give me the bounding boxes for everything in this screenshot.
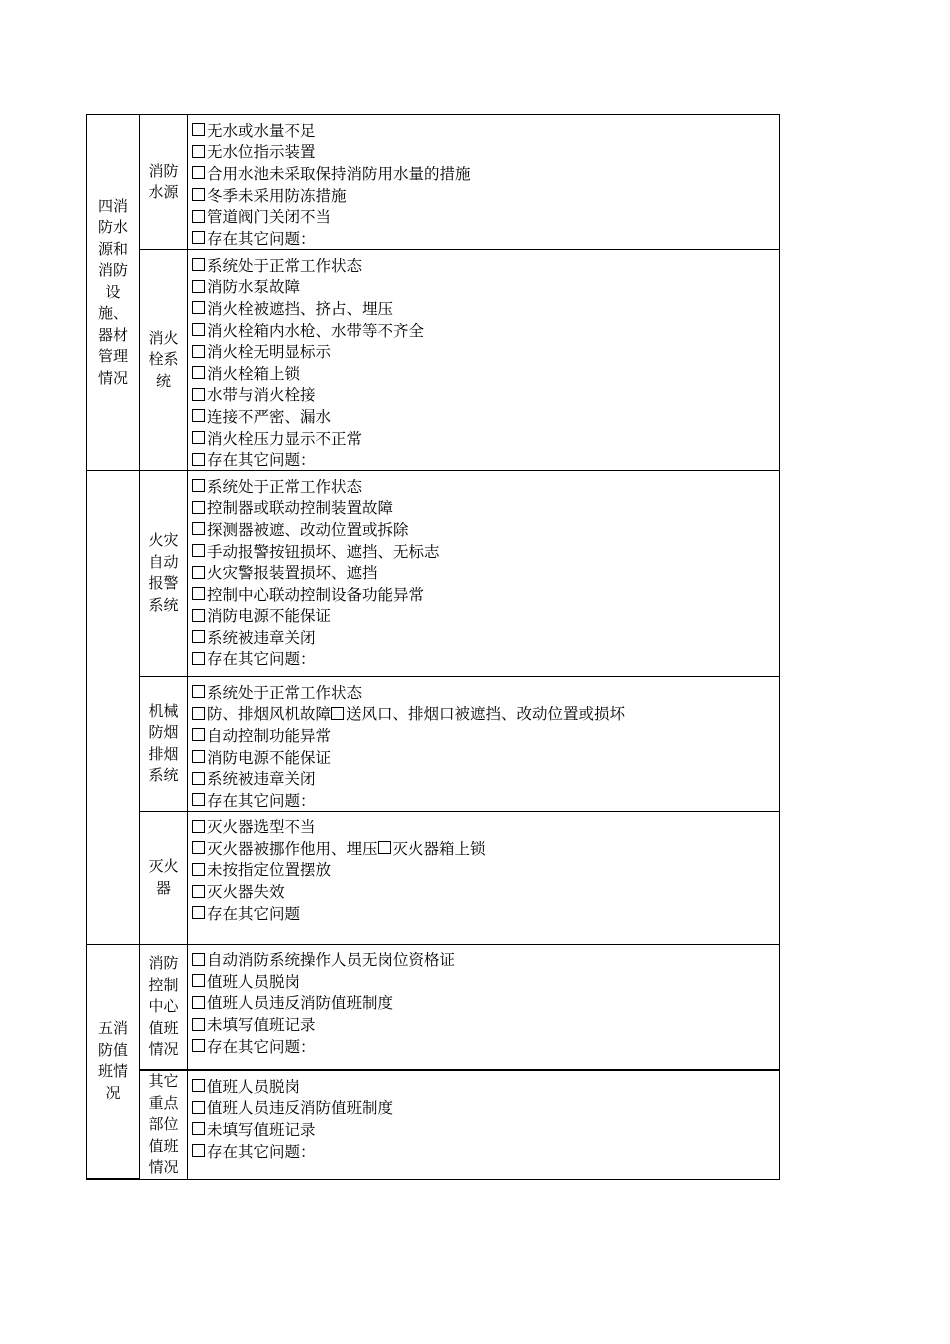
checkbox-icon[interactable] <box>192 1018 205 1031</box>
checkbox-icon[interactable] <box>192 707 205 720</box>
table-row <box>87 115 780 250</box>
checkbox-icon[interactable] <box>192 501 205 514</box>
section-title: 五消防值班情况 <box>87 944 140 1179</box>
checklist-option[interactable] <box>192 681 362 703</box>
checklist-cell <box>188 944 780 1070</box>
checklist-item <box>192 340 779 362</box>
checkbox-icon[interactable] <box>192 544 205 557</box>
checklist-label: 冬季未采用防冻措施 <box>207 186 347 205</box>
checklist-item <box>192 162 779 184</box>
checklist-option[interactable] <box>192 880 285 902</box>
checklist-label: 消火栓箱上锁 <box>207 364 301 383</box>
checklist-cell <box>188 115 780 250</box>
checklist-option[interactable] <box>192 497 393 519</box>
checklist-option[interactable] <box>192 1097 393 1119</box>
checklist-item <box>192 992 779 1014</box>
group-label: 火灾自动报警系统 <box>140 470 188 676</box>
checklist-item <box>192 119 779 141</box>
checklist-option[interactable] <box>192 767 316 789</box>
checklist-label: 系统被违章关闭 <box>207 628 316 647</box>
checkbox-icon[interactable] <box>192 1144 205 1157</box>
checklist-label: 值班人员违反消防值班制度 <box>207 994 394 1013</box>
checklist-label: 存在其它问题 <box>207 904 301 923</box>
group-label: 机械防烟排烟系统 <box>140 676 188 811</box>
checklist-option[interactable] <box>192 1013 316 1035</box>
checkbox-icon[interactable] <box>192 728 205 741</box>
checklist-item <box>192 405 779 427</box>
checklist-option[interactable] <box>192 119 316 141</box>
checklist-label: 系统被违章关闭 <box>207 770 316 789</box>
checkbox-icon[interactable] <box>192 453 205 466</box>
checkbox-icon[interactable] <box>192 409 205 422</box>
table-row <box>87 250 780 471</box>
checklist-label: 自动控制功能异常 <box>207 726 332 745</box>
checklist-item <box>192 518 779 540</box>
checklist-item <box>192 475 779 497</box>
checkbox-icon[interactable] <box>192 885 205 898</box>
checklist-option[interactable] <box>192 340 331 362</box>
checklist-item <box>192 254 779 276</box>
checklist-label: 控制中心联动控制设备功能异常 <box>207 585 425 604</box>
checklist-label: 值班人员脱岗 <box>207 1077 301 1096</box>
table-row <box>87 470 780 676</box>
checkbox-icon[interactable] <box>192 479 205 492</box>
checklist-label: 灭火器选型不当 <box>207 818 316 837</box>
checklist-cell <box>188 250 780 471</box>
checklist-item <box>192 859 779 881</box>
checklist-label: 未填写值班记录 <box>207 1120 316 1139</box>
checklist-item <box>192 789 779 811</box>
group-label: 其它重点部位值班情况 <box>140 1070 188 1179</box>
checklist-label: 值班人员脱岗 <box>207 972 301 991</box>
checklist-label: 火灾警报装置损坏、遮挡 <box>207 564 378 583</box>
checklist-label: 无水或水量不足 <box>207 121 316 140</box>
checklist-item <box>192 276 779 298</box>
checklist-option[interactable] <box>192 837 378 859</box>
checklist-item <box>192 497 779 519</box>
checklist-option[interactable] <box>192 184 347 206</box>
checklist-option[interactable] <box>192 205 331 227</box>
checklist-item <box>192 837 779 859</box>
checkbox-icon[interactable] <box>192 953 205 966</box>
checkbox-icon[interactable] <box>192 366 205 379</box>
inspection-table <box>86 114 780 1180</box>
checklist-option[interactable] <box>192 902 300 924</box>
checklist-item <box>192 1035 779 1057</box>
checklist-option[interactable] <box>331 703 625 725</box>
checkbox-icon[interactable] <box>192 123 205 136</box>
checklist-item <box>192 184 779 206</box>
checklist-item <box>192 681 779 703</box>
checklist-label: 管道阀门关闭不当 <box>207 208 332 227</box>
checklist-item <box>192 297 779 319</box>
checkbox-icon[interactable] <box>192 522 205 535</box>
checkbox-icon[interactable] <box>192 906 205 919</box>
checklist-item <box>192 970 779 992</box>
checkbox-icon[interactable] <box>192 841 205 854</box>
checklist-label: 存在其它问题： <box>207 1142 316 1161</box>
table-row <box>87 811 780 944</box>
checklist-item <box>192 1097 779 1119</box>
checklist-item <box>192 141 779 163</box>
checklist-cell <box>188 470 780 676</box>
checklist-label: 控制器或联动控制装置故障 <box>207 499 394 518</box>
checklist-option[interactable] <box>192 1035 316 1057</box>
checklist-item <box>192 583 779 605</box>
checklist-option[interactable] <box>192 949 455 971</box>
checklist-option[interactable] <box>192 1118 316 1140</box>
checklist-option[interactable] <box>192 162 471 184</box>
checklist-label: 连接不严密、漏水 <box>207 407 332 426</box>
checklist-item <box>192 949 779 971</box>
checklist-item <box>192 448 779 470</box>
table-row <box>87 676 780 811</box>
checklist-label: 系统处于正常工作状态 <box>207 683 363 702</box>
checklist-label: 存在其它问题： <box>207 229 316 248</box>
checkbox-icon[interactable] <box>192 1039 205 1052</box>
checklist-option[interactable] <box>192 319 424 341</box>
group-label: 消防控制中心值班情况 <box>140 944 188 1070</box>
checklist-cell <box>188 1070 780 1179</box>
checklist-option[interactable] <box>192 605 331 627</box>
checklist-label: 消火栓无明显标示 <box>207 343 332 362</box>
checklist-option[interactable] <box>192 475 362 497</box>
checklist-option[interactable] <box>192 859 331 881</box>
checklist-option[interactable] <box>192 816 316 838</box>
checklist-item <box>192 1013 779 1035</box>
checkbox-icon[interactable] <box>192 166 205 179</box>
table-row <box>87 1070 780 1179</box>
checkbox-icon[interactable] <box>192 258 205 271</box>
section-title: 四消防水源和消防设施、器材管理情况 <box>87 115 140 471</box>
checklist-item <box>192 902 779 924</box>
checklist-label: 合用水池未采取保持消防用水量的措施 <box>207 164 471 183</box>
checkbox-icon[interactable] <box>192 793 205 806</box>
checkbox-icon[interactable] <box>192 996 205 1009</box>
checkbox-icon[interactable] <box>192 630 205 643</box>
checklist-option[interactable] <box>192 626 316 648</box>
checklist-item <box>192 1118 779 1140</box>
checklist-item <box>192 746 779 768</box>
checklist-item <box>192 362 779 384</box>
checklist-label: 消火栓压力显示不正常 <box>207 429 363 448</box>
checkbox-icon[interactable] <box>192 388 205 401</box>
checklist-item <box>192 319 779 341</box>
checklist-label: 探测器被遮、改动位置或拆除 <box>207 520 409 539</box>
checklist-option[interactable] <box>378 837 486 859</box>
checkbox-icon[interactable] <box>378 841 391 854</box>
checklist-option[interactable] <box>192 276 300 298</box>
checklist-option[interactable] <box>192 1140 316 1162</box>
checklist-item <box>192 205 779 227</box>
checklist-item <box>192 626 779 648</box>
group-label: 灭火器 <box>140 811 188 944</box>
checklist-option[interactable] <box>192 561 378 583</box>
checklist-item <box>192 561 779 583</box>
checklist-option[interactable] <box>192 297 393 319</box>
checklist-item <box>192 1075 779 1097</box>
checklist-item <box>192 427 779 449</box>
checklist-item <box>192 648 779 670</box>
checklist-label: 未填写值班记录 <box>207 1016 316 1035</box>
checklist-option[interactable] <box>192 405 331 427</box>
checkbox-icon[interactable] <box>192 210 205 223</box>
checklist-label: 送风口、排烟口被遮挡、改动位置或损坏 <box>346 705 626 724</box>
checklist-option[interactable] <box>192 789 316 811</box>
checklist-option[interactable] <box>192 746 331 768</box>
checklist-cell <box>188 811 780 944</box>
checkbox-icon[interactable] <box>192 323 205 336</box>
checklist-item <box>192 767 779 789</box>
table-body <box>87 115 780 1180</box>
checklist-item <box>192 384 779 406</box>
checkbox-icon[interactable] <box>192 685 205 698</box>
checklist-option[interactable] <box>192 254 362 276</box>
checklist-item <box>192 1140 779 1162</box>
checklist-label: 防、排烟风机故障 <box>207 705 332 724</box>
checklist-label: 灭火器箱上锁 <box>392 839 486 858</box>
checkbox-icon[interactable] <box>192 772 205 785</box>
checklist-item <box>192 724 779 746</box>
checklist-label: 未按指定位置摆放 <box>207 861 332 880</box>
checklist-label: 自动消防系统操作人员无岗位资格证 <box>207 951 456 970</box>
checklist-cell <box>188 676 780 811</box>
checklist-item <box>192 816 779 838</box>
checklist-label: 消火栓被遮挡、挤占、埋压 <box>207 299 394 318</box>
checkbox-icon[interactable] <box>192 974 205 987</box>
checklist-label: 水带与消火栓接 <box>207 386 316 405</box>
checklist-option[interactable] <box>192 992 393 1014</box>
checkbox-icon[interactable] <box>192 280 205 293</box>
checklist-option[interactable] <box>192 970 300 992</box>
checkbox-icon[interactable] <box>192 188 205 201</box>
checklist-label: 存在其它问题： <box>207 451 316 470</box>
checklist-option[interactable] <box>192 427 362 449</box>
checkbox-icon[interactable] <box>192 652 205 665</box>
checklist-option[interactable] <box>192 648 316 670</box>
checklist-label: 存在其它问题： <box>207 791 316 810</box>
checklist-option[interactable] <box>192 362 300 384</box>
checklist-option[interactable] <box>192 227 316 249</box>
checkbox-icon[interactable] <box>192 1079 205 1092</box>
checklist-label: 消防水泵故障 <box>207 278 301 297</box>
checklist-option[interactable] <box>192 724 331 746</box>
checklist-label: 系统处于正常工作状态 <box>207 477 363 496</box>
checklist-label: 系统处于正常工作状态 <box>207 256 363 275</box>
checkbox-icon[interactable] <box>192 863 205 876</box>
checklist-item <box>192 540 779 562</box>
checklist-label: 手动报警按钮损坏、遮挡、无标志 <box>207 542 440 561</box>
table-row <box>87 944 780 1070</box>
checklist-item <box>192 605 779 627</box>
checklist-item <box>192 703 779 725</box>
checklist-label: 灭火器失效 <box>207 883 285 902</box>
checklist-label: 存在其它问题： <box>207 650 316 669</box>
checkbox-icon[interactable] <box>192 566 205 579</box>
checklist-option[interactable] <box>192 141 316 163</box>
checklist-label: 消防电源不能保证 <box>207 607 332 626</box>
checklist-item <box>192 227 779 249</box>
checkbox-icon[interactable] <box>192 345 205 358</box>
checkbox-icon[interactable] <box>192 820 205 833</box>
checkbox-icon[interactable] <box>192 1122 205 1135</box>
checklist-label: 消防电源不能保证 <box>207 748 332 767</box>
checkbox-icon[interactable] <box>192 750 205 763</box>
checkbox-icon[interactable] <box>192 587 205 600</box>
checklist-label: 灭火器被挪作他用、埋压 <box>207 839 378 858</box>
checkbox-icon[interactable] <box>331 707 344 720</box>
checklist-option[interactable] <box>192 448 316 470</box>
checklist-option[interactable] <box>192 703 331 725</box>
checklist-item <box>192 880 779 902</box>
checklist-option[interactable] <box>192 540 440 562</box>
checklist-option[interactable] <box>192 384 316 406</box>
group-label: 消防水源 <box>140 115 188 250</box>
checkbox-icon[interactable] <box>192 145 205 158</box>
checkbox-icon[interactable] <box>192 301 205 314</box>
section-title <box>87 470 140 944</box>
checklist-label: 值班人员违反消防值班制度 <box>207 1099 394 1118</box>
inspection-sheet <box>86 114 779 1180</box>
checklist-label: 消火栓箱内水枪、水带等不齐全 <box>207 321 425 340</box>
checklist-option[interactable] <box>192 1075 300 1097</box>
checklist-label: 无水位指示装置 <box>207 143 316 162</box>
checkbox-icon[interactable] <box>192 609 205 622</box>
checklist-option[interactable] <box>192 518 409 540</box>
checkbox-icon[interactable] <box>192 431 205 444</box>
checklist-option[interactable] <box>192 583 424 605</box>
group-label: 消火栓系统 <box>140 250 188 471</box>
checkbox-icon[interactable] <box>192 1101 205 1114</box>
checkbox-icon[interactable] <box>192 231 205 244</box>
checklist-label: 存在其它问题： <box>207 1037 316 1056</box>
